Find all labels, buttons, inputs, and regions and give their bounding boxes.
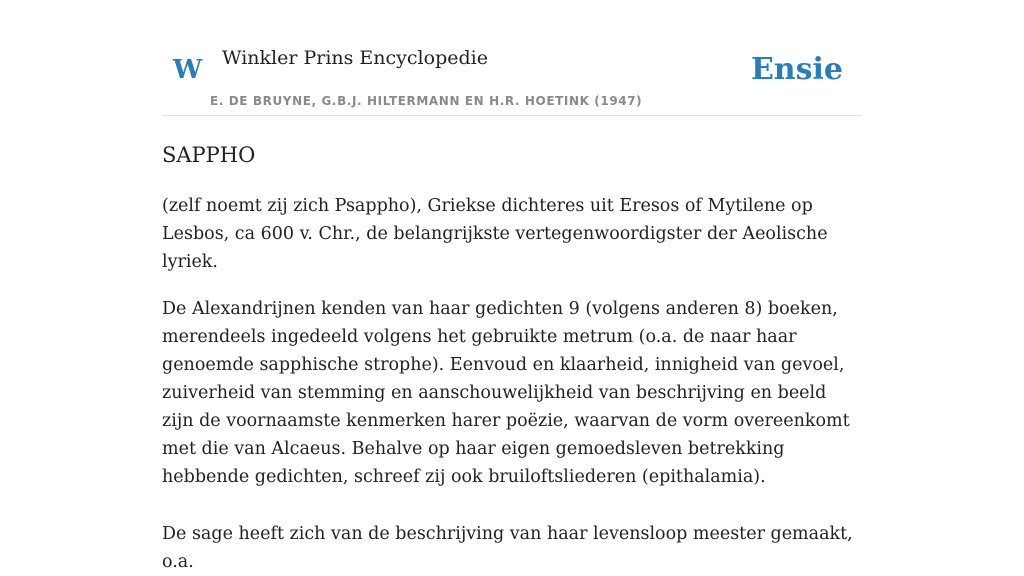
source-authors: E. DE BRUYNE, G.B.J. HILTERMANN EN H.R. HOETINK (1947) bbox=[210, 94, 643, 108]
article-paragraph: (zelf noemt zij zich Psappho), Griekse dichteres uit Eresos of Mytilene op Lesbos, ca 600 v. Chr., de belangrijkste vertegenwoordigster der Aeolische lyriek. bbox=[162, 196, 828, 272]
winkler-prins-logo[interactable]: W bbox=[173, 55, 203, 85]
article-paragraph: De sage heeft zich van de beschrijving van haar levensloop meester gemaakt, o.a. bbox=[162, 524, 853, 572]
source-header bbox=[162, 0, 862, 116]
article-content bbox=[162, 136, 862, 576]
source-title[interactable]: Winkler Prins Encyclopedie bbox=[222, 47, 488, 69]
ensie-logo[interactable]: Ensie bbox=[750, 52, 843, 87]
article-paragraph: De Alexandrijnen kenden van haar gedichten 9 (volgens anderen 8) boeken, merendeels ingedeeld volgens het gebruikte metrum (o.a. de naar haar genoemde sapphische strophe). Eenvoud en klaarheid, innigheid van gevoel, zuiverheid van stemming en aanschouwelijkheid van beschrijving en beeld zijn de voornaamste kenmerken harer poëzie, waarvan de vorm overeenkomt met die van Alcaeus. Behalve op haar eigen gemoedsleven betrekking hebbende gedichten, schreef zij ook bruiloftsliederen (epithalamia). bbox=[162, 299, 850, 487]
page-title: SAPPHO bbox=[162, 143, 256, 167]
